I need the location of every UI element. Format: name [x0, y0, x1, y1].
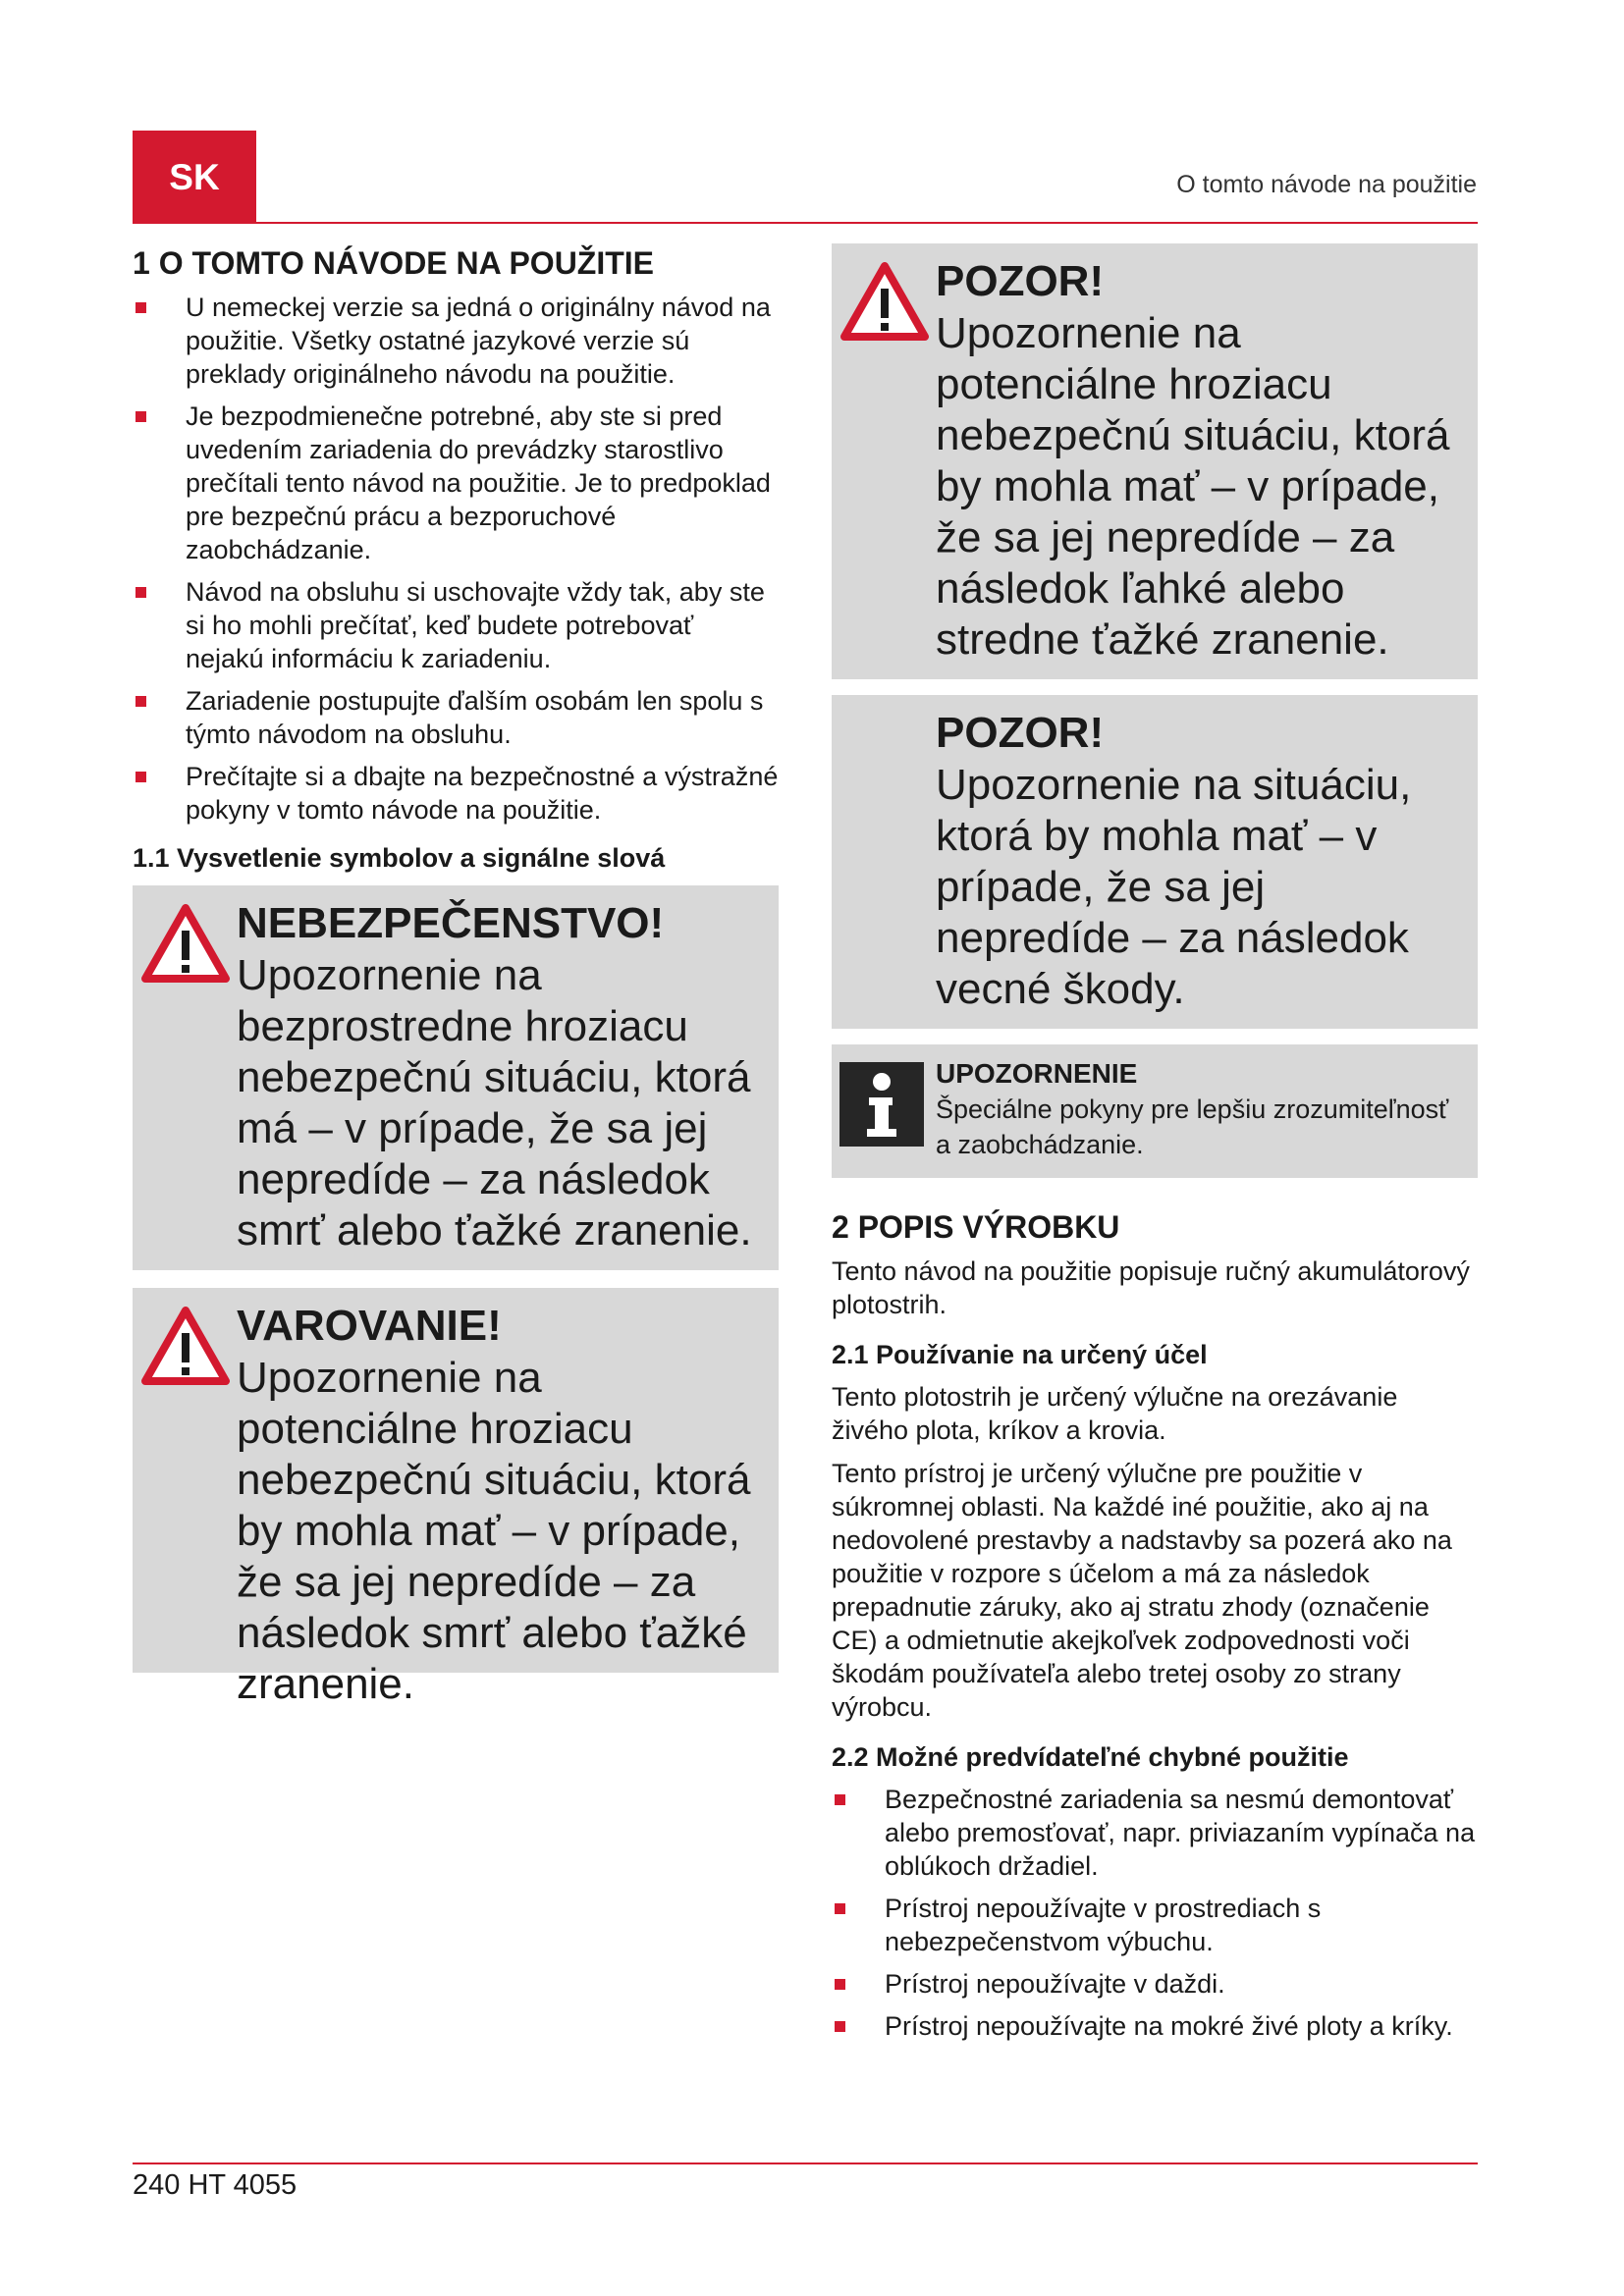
section-2-2-title: 2.2 Možné predvídateľné chybné použitie	[832, 1742, 1349, 1772]
list-item: Prístroj nepoužívajte v prostrediach s nebezpečenstvom výbuchu.	[832, 1892, 1478, 1958]
footer-rule	[133, 2163, 1478, 2164]
section-2-1-paragraph: Tento prístroj je určený výlučne pre použitie v súkromnej oblasti. Na každé iné použitie, ako aj na nedovolené prestavby a nadstavby sa pozerá ako na použitie v rozpore s účelom a má za následok prepadnutie záruky, ako aj stratu zhody (označenie CE) a odmietnutie akejkoľvek zodpovednosti voči škodám používateľa alebo tretej osoby zo strany výrobcu.	[832, 1459, 1452, 1722]
list-item: Prečítajte si a dbajte na bezpečnostné a výstražné pokyny v tomto návode na použitie.	[133, 760, 779, 827]
right-column	[832, 243, 1478, 2052]
warning-text: Upozornenie na potenciálne hroziacu nebezpečnú situáciu, ktorá by mohla mať – v prípade, že sa jej nepredíde – za následok smrť alebo ťažké zranenie.	[237, 1354, 751, 1708]
list-item: Bezpečnostné zariadenia sa nesmú demontovať alebo premosťovať, napr. priviazaním vypínača na oblúkoch držadiel.	[832, 1783, 1478, 1883]
caution-injury-box	[832, 243, 1478, 679]
running-header-title: O tomto návode na použitie	[1176, 171, 1477, 198]
section-2-2-bullet-list	[832, 1783, 1478, 2043]
section-1-title: 1 O TOMTO NÁVODE NA POUŽITIE	[133, 245, 655, 281]
danger-title: NEBEZPEČENSTVO!	[237, 899, 665, 947]
list-item: Návod na obsluhu si uschovajte vždy tak, aby ste si ho mohli prečítať, keď budete potrebovať nejakú informáciu k zariadeniu.	[133, 575, 779, 675]
section-2-text: Tento návod na použitie popisuje ručný akumulátorový plotostrih.	[832, 1256, 1470, 1319]
note-box	[832, 1044, 1478, 1178]
warning-triangle-icon	[140, 903, 231, 984]
caution-damage-text: Upozornenie na situáciu, ktorá by mohla mať – v prípade, že sa jej nepredíde – za následok vecné škody.	[936, 761, 1412, 1013]
caution-damage-title: POZOR!	[936, 709, 1105, 757]
list-item: U nemeckej verzie sa jedná o originálny návod na použitie. Všetky ostatné jazykové verzie sú preklady originálneho návodu na použitie.	[133, 291, 779, 391]
warning-triangle-icon	[140, 1306, 231, 1386]
danger-box	[133, 885, 779, 1270]
caution-injury-title: POZOR!	[936, 257, 1105, 305]
section-2-1-paragraph: Tento plotostrih je určený výlučne na orezávanie živého plota, kríkov a krovia.	[832, 1382, 1398, 1445]
section-1-1-title: 1.1 Vysvetlenie symbolov a signálne slová	[133, 843, 666, 873]
note-text: Špeciálne pokyny pre lepšiu zrozumiteľnosť a zaobchádzanie.	[936, 1095, 1449, 1159]
caution-injury-text: Upozornenie na potenciálne hroziacu nebezpečnú situáciu, ktorá by mohla mať – v prípade, že sa jej nepredíde – za následok ľahké alebo stredne ťažké zranenie.	[936, 309, 1450, 664]
language-tab: SK	[133, 131, 256, 224]
warning-title: VAROVANIE!	[237, 1302, 502, 1350]
section-2-1-title: 2.1 Používanie na určený účel	[832, 1340, 1208, 1369]
page-number: 240 HT 4055	[133, 2169, 298, 2201]
warning-triangle-icon	[839, 261, 930, 342]
section-2-title: 2 POPIS VÝROBKU	[832, 1209, 1120, 1245]
section-1-bullet-list	[133, 291, 779, 827]
left-column	[133, 243, 779, 1708]
list-item: Zariadenie postupujte ďalším osobám len spolu s týmto návodom na obsluhu.	[133, 684, 779, 751]
list-item: Je bezpodmienečne potrebné, aby ste si pred uvedením zariadenia do prevádzky starostlivo prečítali tento návod na použitie. Je to predpoklad pre bezpečnú prácu a bezporuchové zaobchádzanie.	[133, 400, 779, 566]
danger-text: Upozornenie na bezprostredne hroziacu nebezpečnú situáciu, ktorá má – v prípade, že sa jej nepredíde – za následok smrť alebo ťažké zranenie.	[237, 951, 752, 1255]
list-item: Prístroj nepoužívajte na mokré živé ploty a kríky.	[832, 2009, 1478, 2043]
list-item: Prístroj nepoužívajte v daždi.	[832, 1967, 1478, 2001]
header-rule	[133, 222, 1478, 224]
caution-damage-box	[832, 695, 1478, 1029]
info-icon	[839, 1062, 924, 1147]
warning-box	[133, 1288, 779, 1708]
note-title: UPOZORNENIE	[936, 1058, 1138, 1089]
